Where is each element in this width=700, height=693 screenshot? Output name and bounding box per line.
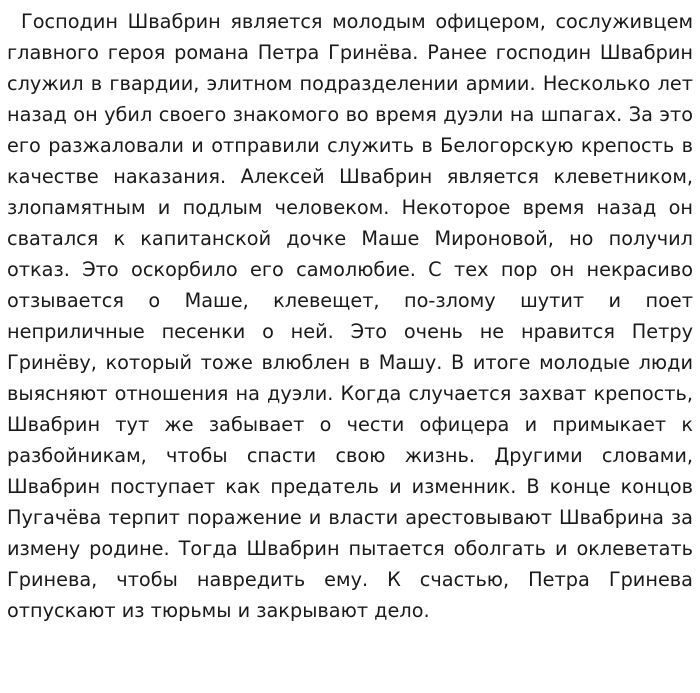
body-paragraph: Господин Швабрин является молодым офицером, сослуживцем главного героя романа Петра Гринёва. Ранее господин Швабрин служил в гвардии, элитном подразделении армии. Несколько лет назад он убил своего знакомого во время дуэли на шпагах. За это его разжаловали и отправили служить в Белогорскую крепость в качестве наказания. Алексей Швабрин является клеветником, злопамятным и подлым человеком. Некоторое время назад он сватался к капитанской дочке Маше Мироновой, но получил отказ. Это оскорбило его самолюбие. С тех пор он некрасиво отзывается о Маше, клевещет, по-злому шутит и поет неприличные песенки о ней. Это очень не нравится Петру Гринёву, который тоже влюблен в Машу. В итоге молодые люди выясняют отношения на дуэли. Когда случается захват крепость, Швабрин тут же забывает о чести офицера и примыкает к разбойникам, чтобы спасти свою жизнь. Другими словами, Швабрин поступает как предатель и изменник. В конце концов Пугачёва терпит поражение и власти арестовывают Швабрина за измену родине. Тогда Швабрин пытается оболгать и оклеветать Гринева, чтобы навредить ему. К счастью, Петра Гринева отпускают из тюрьмы и закрывают дело. <box>7 10 693 622</box>
